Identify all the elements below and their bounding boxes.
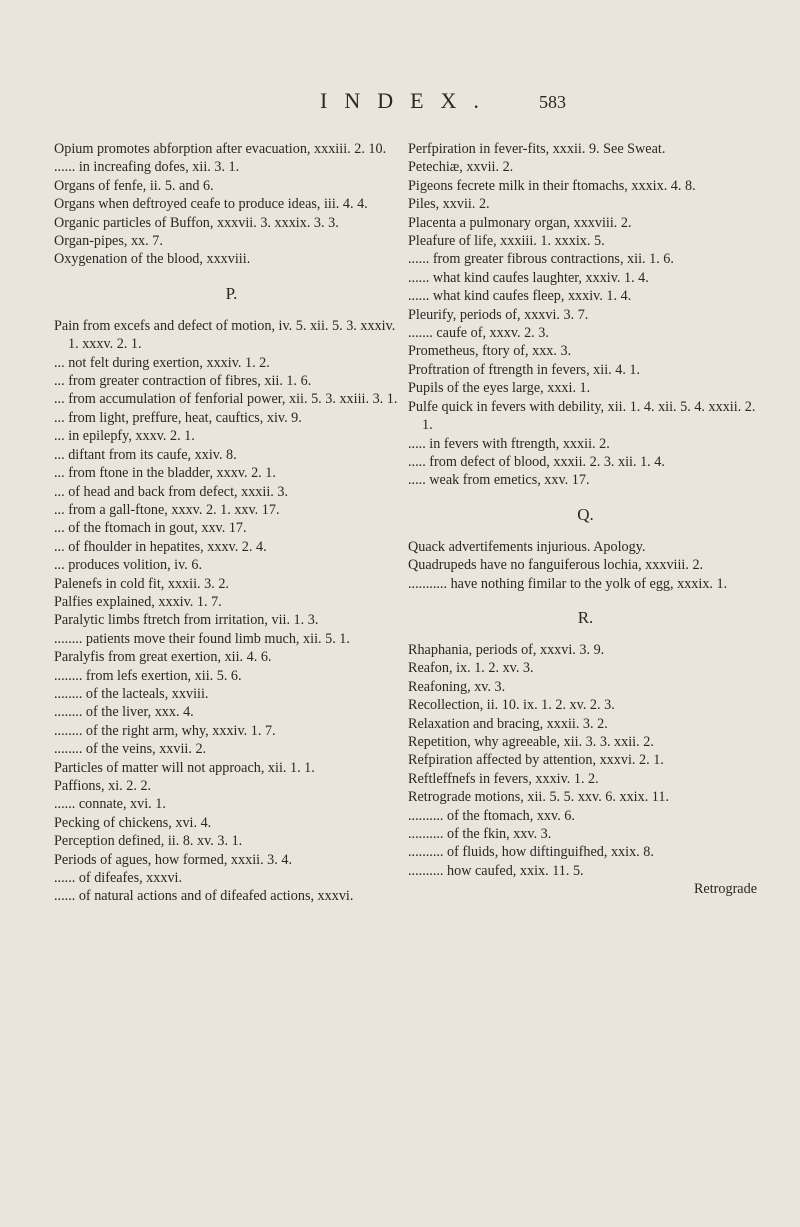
index-entry: ........ of the veins, xxvii. 2.: [54, 741, 207, 758]
page-header: [0, 88, 800, 118]
page-number: 583: [539, 92, 566, 112]
index-column-right: [408, 140, 763, 898]
index-entry: Organs when deftroyed ceafe to produce ideas, iii. 4. 4.: [54, 196, 368, 213]
index-entry: Pulfe quick in fevers with debility, xii. 1. 4. xii. 5. 4. xxxii. 2. 1.: [408, 398, 756, 434]
index-entry: ....... caufe of, xxxv. 2. 3.: [408, 325, 549, 342]
index-entry: Pain from excefs and defect of motion, iv. 5. xii. 5. 3. xxxiv. 1. xxxv. 2. 1.: [54, 317, 396, 353]
index-entry: ........ of the lacteals, xxviii.: [54, 685, 209, 702]
index-entry: ... from a gall-ftone, xxxv. 2. 1. xxv. 17.: [54, 501, 280, 518]
index-entry: ... from light, preffure, heat, cauftics, xiv. 9.: [54, 409, 302, 426]
index-entry: ........ of the right arm, why, xxxiv. 1. 7.: [54, 722, 276, 739]
index-entry: .......... of the ftomach, xxv. 6.: [408, 807, 575, 824]
index-entry: Pleafure of life, xxxiii. 1. xxxix. 5.: [408, 233, 605, 250]
index-entry: Particles of matter will not approach, xii. 1. 1.: [54, 759, 315, 776]
index-entry: ..... from defect of blood, xxxii. 2. 3. xii. 1. 4.: [408, 453, 665, 470]
index-entry: Palenefs in cold fit, xxxii. 3. 2.: [54, 575, 229, 592]
index-entry: Reftleffnefs in fevers, xxxiv. 1. 2.: [408, 770, 599, 787]
index-entry: Refpiration affected by attention, xxxvi. 2. 1.: [408, 752, 664, 769]
index-entry: Retrograde motions, xii. 5. 5. xxv. 6. xxix. 11.: [408, 789, 669, 806]
index-entry: ........ of the liver, xxx. 4.: [54, 704, 194, 721]
index-entry: Placenta a pulmonary organ, xxxviii. 2.: [408, 214, 632, 231]
index-entry: Piles, xxvii. 2.: [408, 196, 490, 213]
index-entry: Prometheus, ftory of, xxx. 3.: [408, 343, 572, 360]
index-entry: ...... from greater fibrous contractions, xii. 1. 6.: [408, 251, 674, 268]
index-entry: Quadrupeds have no fanguiferous lochia, xxxviii. 2.: [408, 557, 704, 574]
index-entry: ........ patients move their found limb much, xii. 5. 1.: [54, 630, 350, 647]
index-entry: ... diftant from its caufe, xxiv. 8.: [54, 446, 237, 463]
index-entry: Perfpiration in fever-fits, xxxii. 9. See Sweat.: [408, 141, 666, 157]
index-entry: ........... have nothing fimilar to the yolk of egg, xxxix. 1.: [408, 575, 728, 592]
index-entry: Paralyfis from great exertion, xii. 4. 6.: [54, 649, 272, 666]
index-entry: ... in epilepfy, xxxv. 2. 1.: [54, 428, 195, 445]
section-letter: Q.: [577, 504, 594, 524]
index-entry: Recollection, ii. 10. ix. 1. 2. xv. 2. 3.: [408, 697, 615, 714]
index-entry: ...... what kind caufes laughter, xxxiv. 1. 4.: [408, 269, 649, 286]
index-entry: ... of head and back from defect, xxxii. 3.: [54, 483, 289, 500]
index-entry: ...... of natural actions and of difeafed actions, xxxvi.: [54, 888, 354, 905]
index-entry: Pecking of chickens, xvi. 4.: [54, 814, 212, 831]
index-entry: ... from accumulation of fenforial power, xii. 5. 3. xxiii. 3. 1.: [54, 391, 398, 408]
catchword: Retrograde: [693, 881, 757, 898]
section-letter: P.: [225, 283, 238, 303]
index-entry: Pleurify, periods of, xxxvi. 3. 7.: [408, 306, 589, 323]
index-entry: ...... what kind caufes fleep, xxxiv. 1. 4.: [408, 288, 632, 305]
index-entry: Periods of agues, how formed, xxxii. 3. 4.: [54, 851, 293, 868]
index-entry: ...... of difeafes, xxxvi.: [54, 870, 183, 887]
index-entry: Perception defined, ii. 8. xv. 3. 1.: [54, 833, 243, 850]
index-entry: Repetition, why agreeable, xii. 3. 3. xxii. 2.: [408, 733, 654, 750]
index-entry: ...... in increafing dofes, xii. 3. 1.: [54, 159, 240, 176]
index-entry: ... of the ftomach in gout, xxv. 17.: [54, 520, 247, 537]
index-entry: Reafon, ix. 1. 2. xv. 3.: [408, 660, 534, 677]
index-entry: Palfies explained, xxxiv. 1. 7.: [54, 593, 222, 610]
index-entry: .......... how caufed, xxix. 11. 5.: [408, 862, 584, 879]
index-entry: Organ-pipes, xx. 7.: [54, 233, 163, 250]
index-entry: ... from greater contraction of fibres, xii. 1. 6.: [54, 373, 312, 390]
index-entry: ... not felt during exertion, xxxiv. 1. 2.: [54, 354, 270, 371]
index-entry: Oxygenation of the blood, xxxviii.: [54, 251, 251, 268]
index-entry: Opium promotes abforption after evacuation, xxxiii. 2. 10.: [54, 141, 387, 157]
index-entry: ...... connate, xvi. 1.: [54, 796, 166, 813]
index-entry: ........ from lefs exertion, xii. 5. 6.: [54, 667, 242, 684]
index-entry: Petechiæ, xxvii. 2.: [408, 159, 514, 176]
index-entry: Quack advertifements injurious. Apology.: [408, 538, 646, 555]
index-entry: ..... in fevers with ftrength, xxxii. 2.: [408, 435, 610, 452]
index-entry: Proftration of ftrength in fevers, xii. 4. 1.: [408, 361, 641, 378]
index-entry: Paffions, xi. 2. 2.: [54, 778, 152, 794]
index-entry: ... from ftone in the bladder, xxxv. 2. 1.: [54, 465, 276, 482]
index-entry: Organic particles of Buffon, xxxvii. 3. xxxix. 3. 3.: [54, 214, 339, 231]
index-entry: Paralytic limbs ftretch from irritation, vii. 1. 3.: [54, 612, 319, 629]
index-entry: Rhaphania, periods of, xxxvi. 3. 9.: [408, 641, 605, 658]
index-entry: ... of fhoulder in hepatites, xxxv. 2. 4.: [54, 538, 267, 555]
index-entry: Pigeons fecrete milk in their ftomachs, xxxix. 4. 8.: [408, 177, 696, 194]
index-entry: .......... of the fkin, xxv. 3.: [408, 826, 552, 842]
index-entry: Organs of fenfe, ii. 5. and 6.: [54, 177, 214, 194]
index-entry: .......... of fluids, how diftinguifhed, xxix. 8.: [408, 844, 654, 861]
running-head: INDEX.: [320, 88, 496, 113]
index-entry: ... produces volition, iv. 6.: [54, 557, 203, 574]
index-column-left: [54, 140, 409, 906]
index-entry: Reafoning, xv. 3.: [408, 678, 506, 695]
section-letter: R.: [577, 607, 594, 627]
index-entry: Relaxation and bracing, xxxii. 3. 2.: [408, 715, 608, 732]
index-entry: ..... weak from emetics, xxv. 17.: [408, 472, 590, 489]
index-entry: Pupils of the eyes large, xxxi. 1.: [408, 380, 591, 397]
